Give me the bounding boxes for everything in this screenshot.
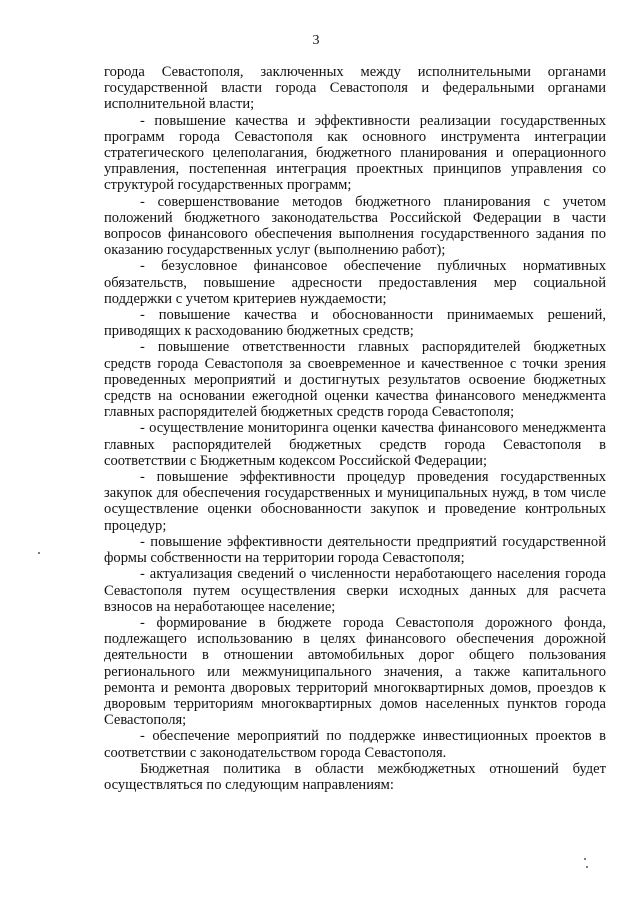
- list-item-road-fund: - формирование в бюджете города Севастополя дорожного фонда, подлежащего использованию в целях финансового обеспечения дорожной деятельности в отношении автомобильных дорог общего пользования регионального или межмуниципального значения, а также капитального ремонта и ремонта дворовых территорий многоквартирных домов, проездов к дворовым территориям многоквартирных домов населенных пунктов города Севастополя;: [104, 614, 606, 729]
- list-item-procurement: - повышение эффективности процедур проведения государственных закупок для обеспечения государственных и муниципальных нужд, в том числе осуществление оценки обоснованности закупок и проведение контрольных процедур;: [104, 469, 606, 534]
- list-item-budget-planning: - совершенствование методов бюджетного планирования с учетом положений бюджетного законодательства Российской Федерации в части вопросов финансового обеспечения выполнения государственного задания по оказанию государственных услуг (выполнению работ);: [104, 193, 606, 259]
- list-item-decision-quality: - повышение качества и обоснованности принимаемых решений, приводящих к расходованию бюджетных средств;: [104, 307, 606, 340]
- page-number: 3: [312, 33, 320, 48]
- scan-speck: [584, 858, 586, 860]
- scan-speck: [38, 552, 40, 554]
- list-item-responsibility: - повышение ответственности главных распорядителей бюджетных средств города Севастополя за своевременное и качественное с точки зрения проведенных мероприятий и достигнутых результатов освоение бюджетных средств на основании ежегодной оценки качества финансового менеджмента главных распорядителей бюджетных средств города Севастополя;: [104, 339, 606, 421]
- list-item-state-programs: - повышение качества и эффективности реализации государственных программ города Севастополя как основного инструмента интеграции стратегического целеполагания, бюджетного планирования и операционного управления, постепенная интеграция проектных принципов управления со структурой государственных программ;: [104, 112, 606, 194]
- list-item-investment: - обеспечение мероприятий по поддержке инвестиционных проектов в соответствии с законодательством города Севастополя.: [104, 728, 606, 761]
- list-item-enterprises: - повышение эффективности деятельности предприятий государственной формы собственности на территории города Севастополя;: [104, 533, 606, 567]
- paragraph-continuation: города Севастополя, заключенных между исполнительными органами государственной власти города Севастополя и федеральными органами исполнительной власти;: [104, 64, 606, 113]
- document-body: [104, 64, 606, 793]
- paragraph-interbudget: Бюджетная политика в области межбюджетных отношений будет осуществляться по следующим направлениям:: [104, 760, 606, 793]
- list-item-population-data: - актуализация сведений о численности неработающего населения города Севастополя путем осуществления сверки исходных данных для расчета взносов на неработающее население;: [104, 566, 606, 615]
- list-item-public-obligations: - безусловное финансовое обеспечение публичных нормативных обязательств, повышение адресности предоставления мер социальной поддержки с учетом критериев нуждаемости;: [104, 258, 606, 307]
- scan-speck: [586, 866, 588, 868]
- list-item-monitoring: - осуществление мониторинга оценки качества финансового менеджмента главных распорядителей бюджетных средств города Севастополя в соответствии с Бюджетным кодексом Российской Федерации;: [104, 420, 606, 469]
